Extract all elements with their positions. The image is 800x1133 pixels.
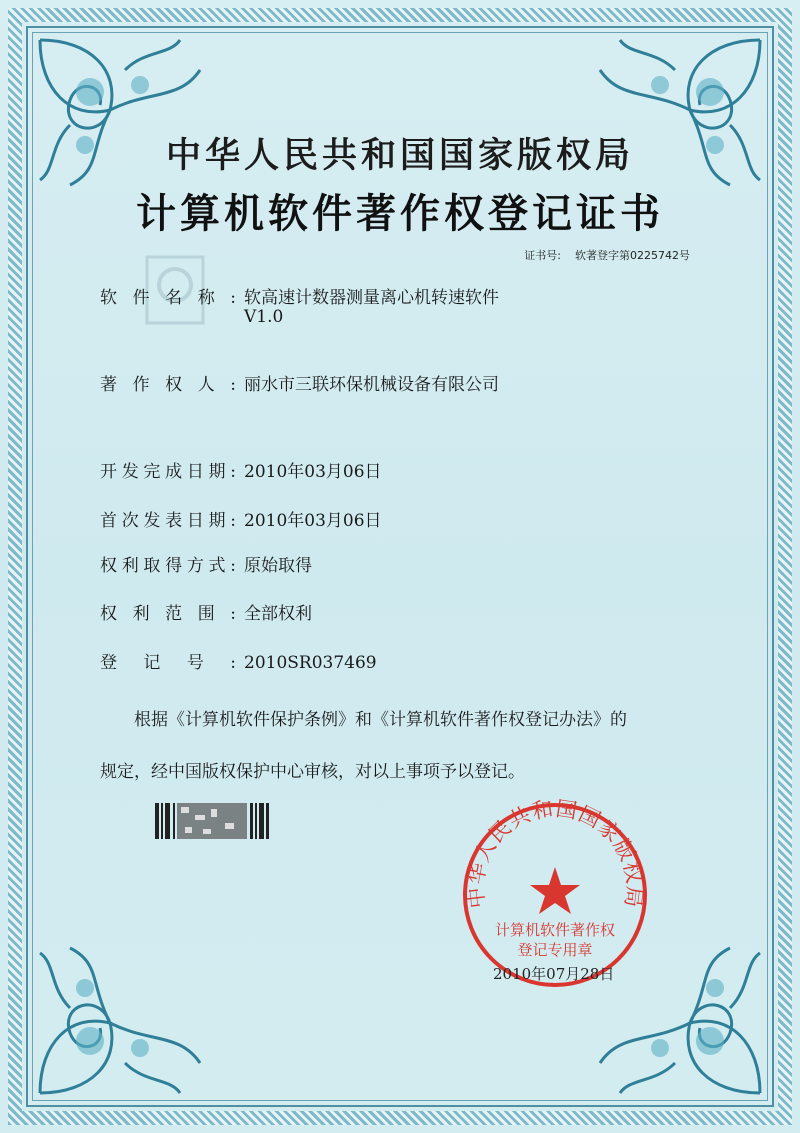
field-value: 原始取得 [244,556,312,576]
body-paragraph-line2: 规定，经中国版权保护中心审核，对以上事项予以登记。 [100,762,525,782]
field-label: 著作权人: [100,375,236,395]
seal-date: 2010年07月28日 [493,965,615,983]
field-value: 2010年03月06日 [244,462,382,482]
barcode-image [155,803,270,839]
field-label: 登记号: [100,653,236,673]
seal-line1: 计算机软件著作权 [494,921,616,939]
field-label: 开发完成日期: [100,462,236,482]
certificate-number [524,247,690,263]
certificate-title: 计算机软件著作权登记证书 [136,190,664,237]
field-copyright-holder [100,370,499,395]
field-development-date [100,457,382,482]
field-label: 权利范围: [100,604,236,624]
field-value-version: V1.0 [244,307,284,327]
field-value: 软高速计数器测量离心机转速软件 [244,288,499,308]
seal-ring-text: 中华人民共和国国家版权局 [463,796,647,910]
issuing-authority: 中华人民共和国国家版权局 [165,136,634,176]
certificate-number-label: 证书号: [524,249,561,262]
field-value: 2010SR037469 [244,653,377,673]
field-registration-number [100,648,377,673]
field-label: 权利取得方式: [100,556,236,576]
field-software-name [100,283,499,308]
field-rights-scope [100,599,312,624]
seal-star-icon [530,867,580,914]
field-publish-date [100,506,382,531]
field-value: 全部权利 [244,604,312,624]
certificate-number-value: 软著登字第0225742号 [575,249,690,262]
field-value: 丽水市三联环保机械设备有限公司 [244,375,499,395]
body-paragraph-line1: 根据《计算机软件保护条例》和《计算机软件著作权登记办法》的 [134,710,627,730]
field-label: 软件名称: [100,288,236,308]
corner-ornament-bottom-left [30,943,210,1103]
field-software-version [244,307,283,327]
field-label: 首次发表日期: [100,511,236,531]
field-value: 2010年03月06日 [244,511,382,531]
field-acquisition-method [100,551,312,576]
seal-line2: 登记专用章 [517,941,593,959]
